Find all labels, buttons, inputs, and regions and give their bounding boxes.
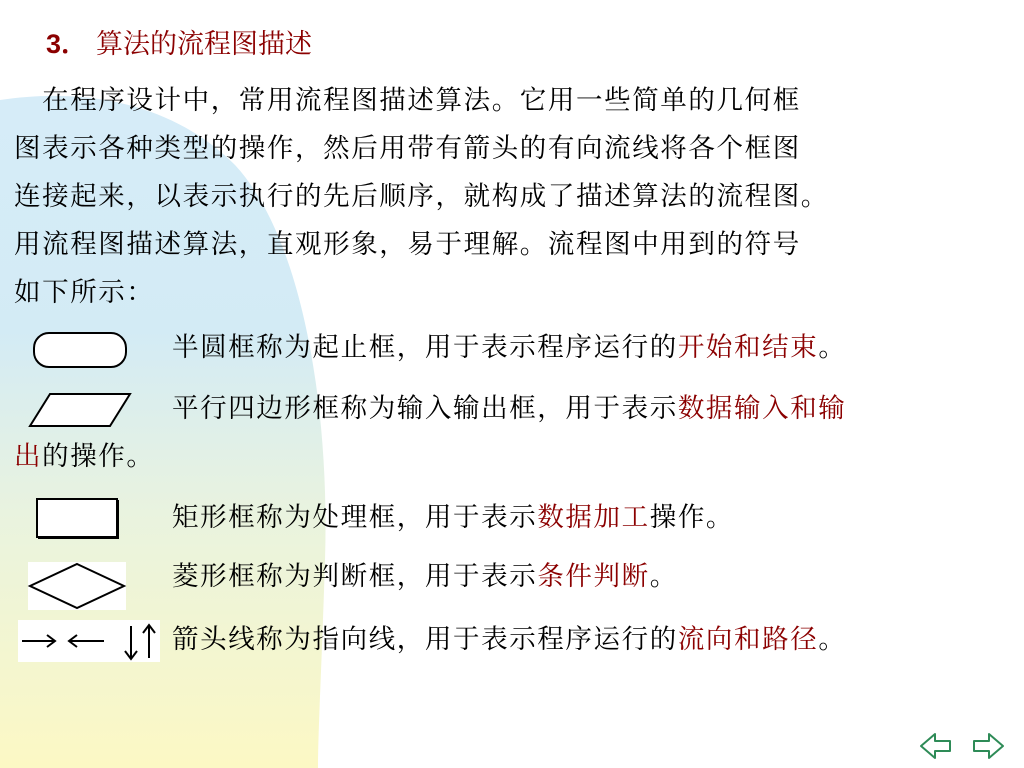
- terminal-text-end: 。: [818, 332, 847, 363]
- io-text: 平行四边形框称为输入输出框，用于表示: [172, 393, 678, 424]
- terminal-symbol-icon: [32, 330, 128, 370]
- arrow-highlight: 流向和路径: [677, 624, 819, 655]
- arrow-text-end: 。: [818, 624, 847, 655]
- process-text-end: 操作。: [649, 502, 735, 533]
- process-highlight: 数据加工: [537, 502, 650, 533]
- intro-line: 图表示各种类型的操作，然后用带有箭头的有向流线将各个框图: [14, 133, 801, 164]
- arrow-description: [172, 620, 846, 660]
- io-text-end: 的操作。: [42, 441, 155, 472]
- io-description-line2: [14, 437, 155, 477]
- intro-line: 如下所示：: [14, 277, 155, 308]
- next-slide-button[interactable]: [970, 731, 1006, 761]
- decision-highlight: 条件判断: [537, 561, 650, 592]
- process-description: [172, 498, 734, 538]
- terminal-highlight: 开始和结束: [677, 332, 819, 363]
- process-symbol-icon: [34, 497, 122, 541]
- slide-title: [46, 24, 312, 65]
- left-arrow-outline-icon: [921, 734, 950, 758]
- terminal-description: [172, 328, 846, 368]
- intro-line: 用流程图描述算法，直观形象，易于理解。流程图中用到的符号: [14, 229, 801, 260]
- io-description-line1: [172, 389, 846, 429]
- title-number: 3．: [46, 29, 89, 59]
- arrow-text: 箭头线称为指向线，用于表示程序运行的: [172, 624, 678, 655]
- decision-description: [172, 557, 678, 597]
- process-text: 矩形框称为处理框，用于表示: [172, 502, 538, 533]
- decision-symbol-icon: [26, 560, 128, 612]
- terminal-text: 半圆框称为起止框，用于表示程序运行的: [172, 332, 678, 363]
- prev-slide-button[interactable]: [918, 731, 954, 761]
- io-symbol-icon: [26, 390, 134, 430]
- io-highlight-cont: 出: [14, 441, 43, 472]
- intro-paragraph: [14, 77, 1004, 317]
- intro-line: 连接起来，以表示执行的先后顺序，就构成了描述算法的流程图。: [14, 181, 829, 212]
- title-text: 算法的流程图描述: [96, 29, 313, 60]
- right-arrow-outline-icon: [974, 734, 1003, 758]
- io-highlight: 数据输入和输: [677, 393, 847, 424]
- decision-text: 菱形框称为判断框，用于表示: [172, 561, 538, 592]
- intro-line: 在程序设计中，常用流程图描述算法。它用一些简单的几何框: [14, 85, 801, 116]
- arrow-lines-icon: [18, 620, 160, 662]
- decision-text-end: 。: [649, 561, 678, 592]
